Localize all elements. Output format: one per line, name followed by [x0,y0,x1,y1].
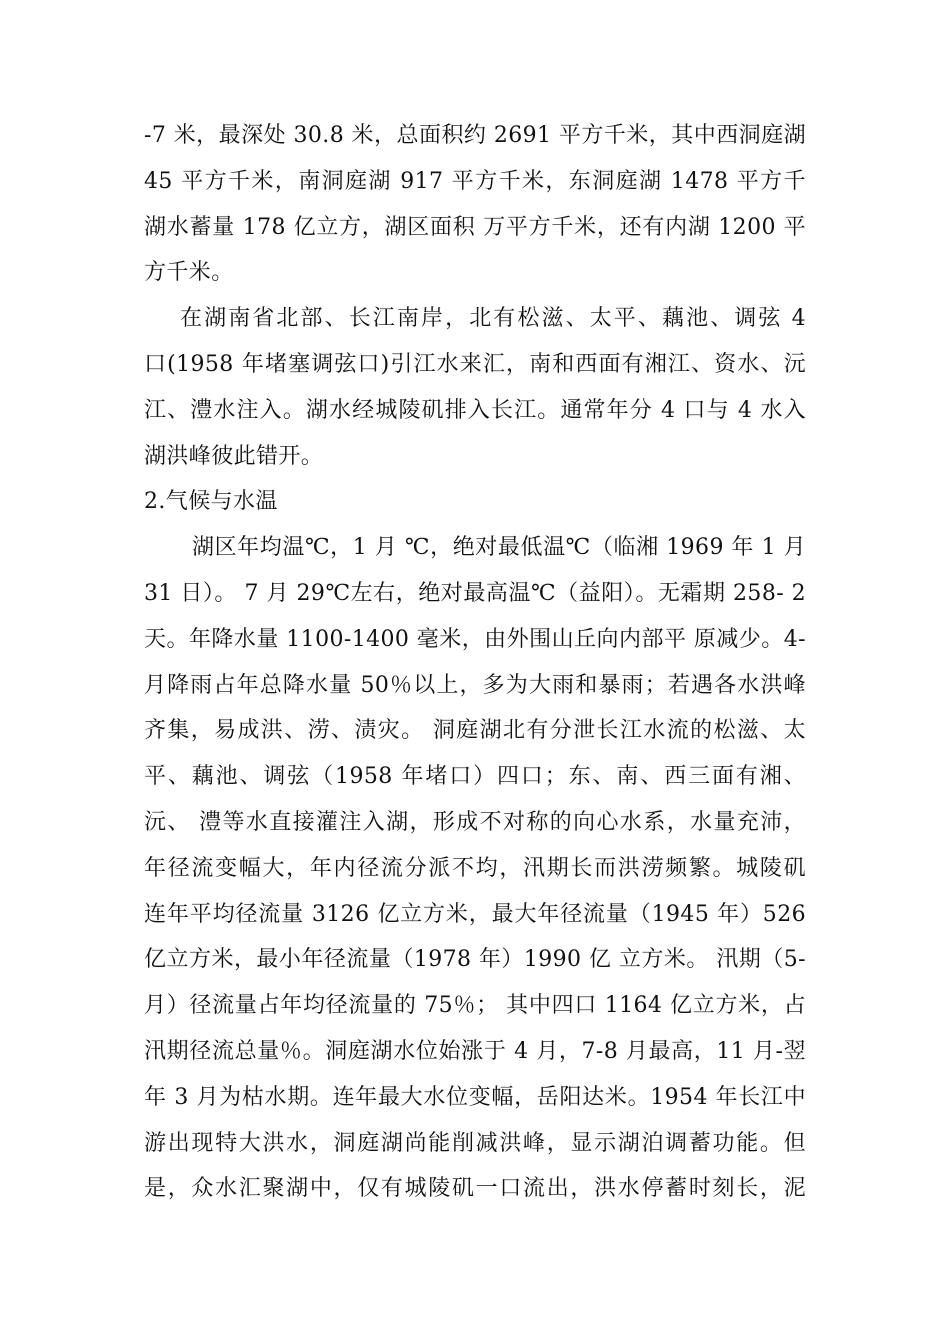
text-line-5: 在湖南省北部、长江南岸，北有松滋、太平、藕池、调弦 4 [180,306,806,332]
text-line-18: 连年平均径流量 3126 亿立方米，最大年径流量（1945 年）526 [144,901,806,927]
text-line-6: 口(1958 年堵塞调弦口)引江水来汇，南和西面有湘江、资水、沅 [144,351,806,377]
section-heading: 2.气候与水温 [144,489,278,515]
text-line-16: 沅、 澧等水直接灌注入湖，形成不对称的向心水系，水量充沛， [144,809,806,835]
document-body [144,113,806,1212]
text-line-14: 齐集，易成洪、涝、渍灾。 洞庭湖北有分泄长江水流的松滋、太 [144,718,806,744]
text-line-24: 是，众水汇聚湖中，仅有城陵矶一口流出，洪水停蓄时刻长，泥 [144,1176,806,1202]
text-line-2: 45 平方千米，南洞庭湖 917 平方千米，东洞庭湖 1478 平方千 [144,168,806,194]
text-line-12: 天。年降水量 1100-1400 毫米，由外围山丘向内部平 原减少。4- [144,626,806,652]
text-line-19: 亿立方米，最小年径流量（1978 年）1990 亿 立方米。 汛期（5- [144,947,806,973]
text-line-23: 游出现特大洪水，洞庭湖尚能削减洪峰，显示湖泊调蓄功能。但 [144,1130,806,1156]
text-line-4: 方千米。 [144,260,234,286]
text-line-20: 月）径流量占年均径流量的 75％； 其中四口 1164 亿立方米，占 [144,993,806,1019]
text-line-21: 汛期径流总量％。洞庭湖水位始涨于 4 月，7-8 月最高，11 月-翌 [144,1038,806,1064]
text-line-7: 江、澧水注入。湖水经城陵矶排入长江。通常年分 4 口与 4 水入 [144,397,806,423]
text-line-11: 31 日）。 7 月 29℃左右，绝对最高温℃（益阳）。无霜期 258- 2 [144,580,806,606]
text-line-10: 湖区年均温℃，1 月 ℃，绝对最低温℃（临湘 1969 年 1 月 [192,535,806,561]
text-line-17: 年径流变幅大，年内径流分派不均，汛期长而洪涝频繁。城陵矶 [144,855,806,881]
text-line-13: 月降雨占年总降水量 50％以上，多为大雨和暴雨；若遇各水洪峰 [144,672,806,698]
text-line-3: 湖水蓄量 178 亿立方，湖区面积 万平方千米，还有内湖 1200 平 [144,214,806,240]
text-line-22: 年 3 月为枯水期。连年最大水位变幅，岳阳达米。1954 年长江中 [144,1084,806,1110]
text-line-15: 平、藕池、调弦（1958 年堵口）四口；东、南、西三面有湘、 [144,764,806,790]
text-line-1: -7 米，最深处 30.8 米，总面积约 2691 平方千米，其中西洞庭湖 [144,123,806,148]
text-line-8: 湖洪峰彼此错开。 [144,443,324,469]
